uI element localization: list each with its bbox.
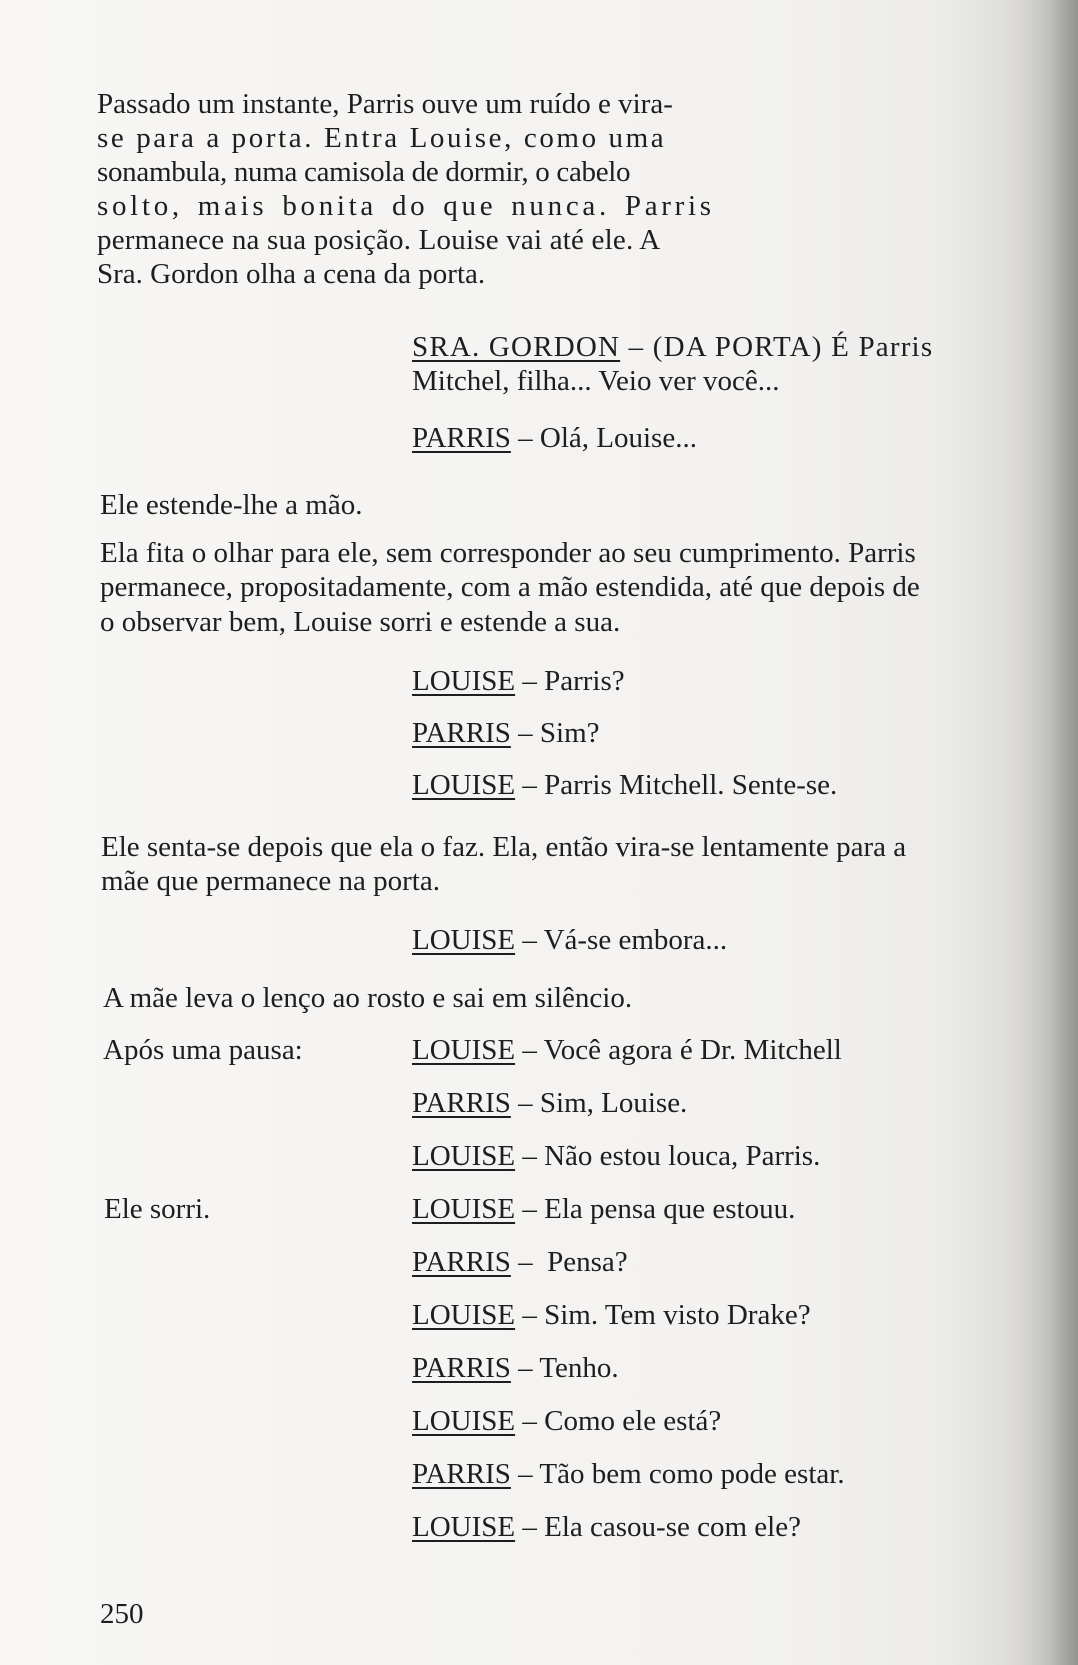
stage-direction-line: Ela fita o olhar para ele, sem corresponder ao seu cumprimento. Parris <box>100 537 916 569</box>
dialogue-line <box>412 1033 842 1067</box>
stage-direction-line: A mãe leva o lenço ao rosto e sai em silêncio. <box>103 982 633 1014</box>
dialogue-text: – Parris Mitchell. Sente-se. <box>515 769 838 801</box>
page-number: 250 <box>100 1598 144 1630</box>
dialogue-text: – Sim. Tem visto Drake? <box>515 1299 811 1331</box>
speaker-name: SRA. GORDON <box>412 331 621 363</box>
dialogue-text: – Como ele está? <box>515 1405 722 1437</box>
speaker-name: PARRIS <box>412 1458 511 1490</box>
speaker-name: PARRIS <box>412 717 511 749</box>
dialogue-line <box>412 1404 721 1438</box>
dialogue-text: – Ela casou-se com ele? <box>515 1511 801 1543</box>
side-stage-note: Após uma pausa: <box>103 1034 303 1066</box>
speaker-name: LOUISE <box>412 1193 516 1225</box>
stage-direction-line: permanece na sua posição. Louise vai até ele. A <box>97 224 661 256</box>
dialogue-line <box>412 664 625 698</box>
stage-direction-line: Sra. Gordon olha a cena da porta. <box>97 258 486 290</box>
dialogue-text: – Vá-se embora... <box>515 924 728 956</box>
text: Passado um instante, Parris ouve um ruído e vira- <box>97 88 673 120</box>
speaker-name: LOUISE <box>412 1140 516 1172</box>
dialogue-text: – Você agora é Dr. Mitchell <box>515 1034 842 1066</box>
dialogue-line <box>412 1351 619 1385</box>
dialogue-line <box>412 1457 845 1491</box>
speaker-name: PARRIS <box>412 1087 511 1119</box>
dialogue-line <box>412 1298 811 1332</box>
dialogue-text: – (DA PORTA) É Parris <box>620 331 934 363</box>
dialogue-line <box>412 768 837 802</box>
dialogue-text: – Sim, Louise. <box>510 1087 688 1119</box>
stage-direction-line <box>97 87 675 121</box>
dialogue-text: – Sim? <box>510 717 600 749</box>
speaker-name: PARRIS <box>412 1246 511 1278</box>
stage-direction-line: permanece, propositadamente, com a mão estendida, até que depois de <box>100 571 920 603</box>
stage-direction-line: se para a porta. Entra Louise, como uma <box>97 122 667 154</box>
stage-direction-line: sonambula, numa camisola de dormir, o cabelo <box>97 156 631 188</box>
stage-direction-line: mãe que permanece na porta. <box>101 865 440 897</box>
dialogue-line <box>412 1245 628 1279</box>
speaker-name: PARRIS <box>412 1352 511 1384</box>
dialogue-text: – Tenho. <box>510 1352 619 1384</box>
speaker-name: LOUISE <box>412 665 516 697</box>
speaker-name: PARRIS <box>412 422 511 454</box>
dialogue-line <box>412 421 697 455</box>
dialogue-line <box>412 1192 795 1226</box>
dialogue-line <box>412 923 727 957</box>
speaker-name: LOUISE <box>412 924 516 956</box>
dialogue-line <box>412 1510 801 1544</box>
dialogue-text: – Tão bem como pode estar. <box>510 1458 845 1490</box>
stage-direction-line: Ele senta-se depois que ela o faz. Ela, então vira-se lentamente para a <box>101 831 907 863</box>
speaker-name: LOUISE <box>412 1299 516 1331</box>
speaker-name: LOUISE <box>412 1405 516 1437</box>
dialogue-line <box>412 1086 687 1120</box>
stage-direction-line: o observar bem, Louise sorri e estende a sua. <box>100 606 621 638</box>
speaker-name: LOUISE <box>412 769 516 801</box>
dialogue-text: – Não estou louca, Parris. <box>515 1140 821 1172</box>
stage-direction-line: solto, mais bonita do que nunca. Parris <box>97 190 715 222</box>
dialogue-continuation: Mitchel, filha... Veio ver você... <box>412 365 780 397</box>
dialogue-text: – Olá, Louise... <box>510 422 697 454</box>
dialogue-text: – Ela pensa que estouu. <box>515 1193 796 1225</box>
dialogue-line <box>412 1139 820 1173</box>
speaker-name: LOUISE <box>412 1034 516 1066</box>
side-stage-note: Ele sorri. <box>104 1193 211 1225</box>
dialogue-line <box>412 716 600 750</box>
dialogue-line <box>412 330 933 364</box>
page-edge-shadow <box>1008 0 1078 1665</box>
dialogue-text: – Pensa? <box>510 1246 628 1278</box>
dialogue-text: – Parris? <box>515 665 625 697</box>
stage-direction-line: Ele estende-lhe a mão. <box>100 489 363 521</box>
speaker-name: LOUISE <box>412 1511 516 1543</box>
